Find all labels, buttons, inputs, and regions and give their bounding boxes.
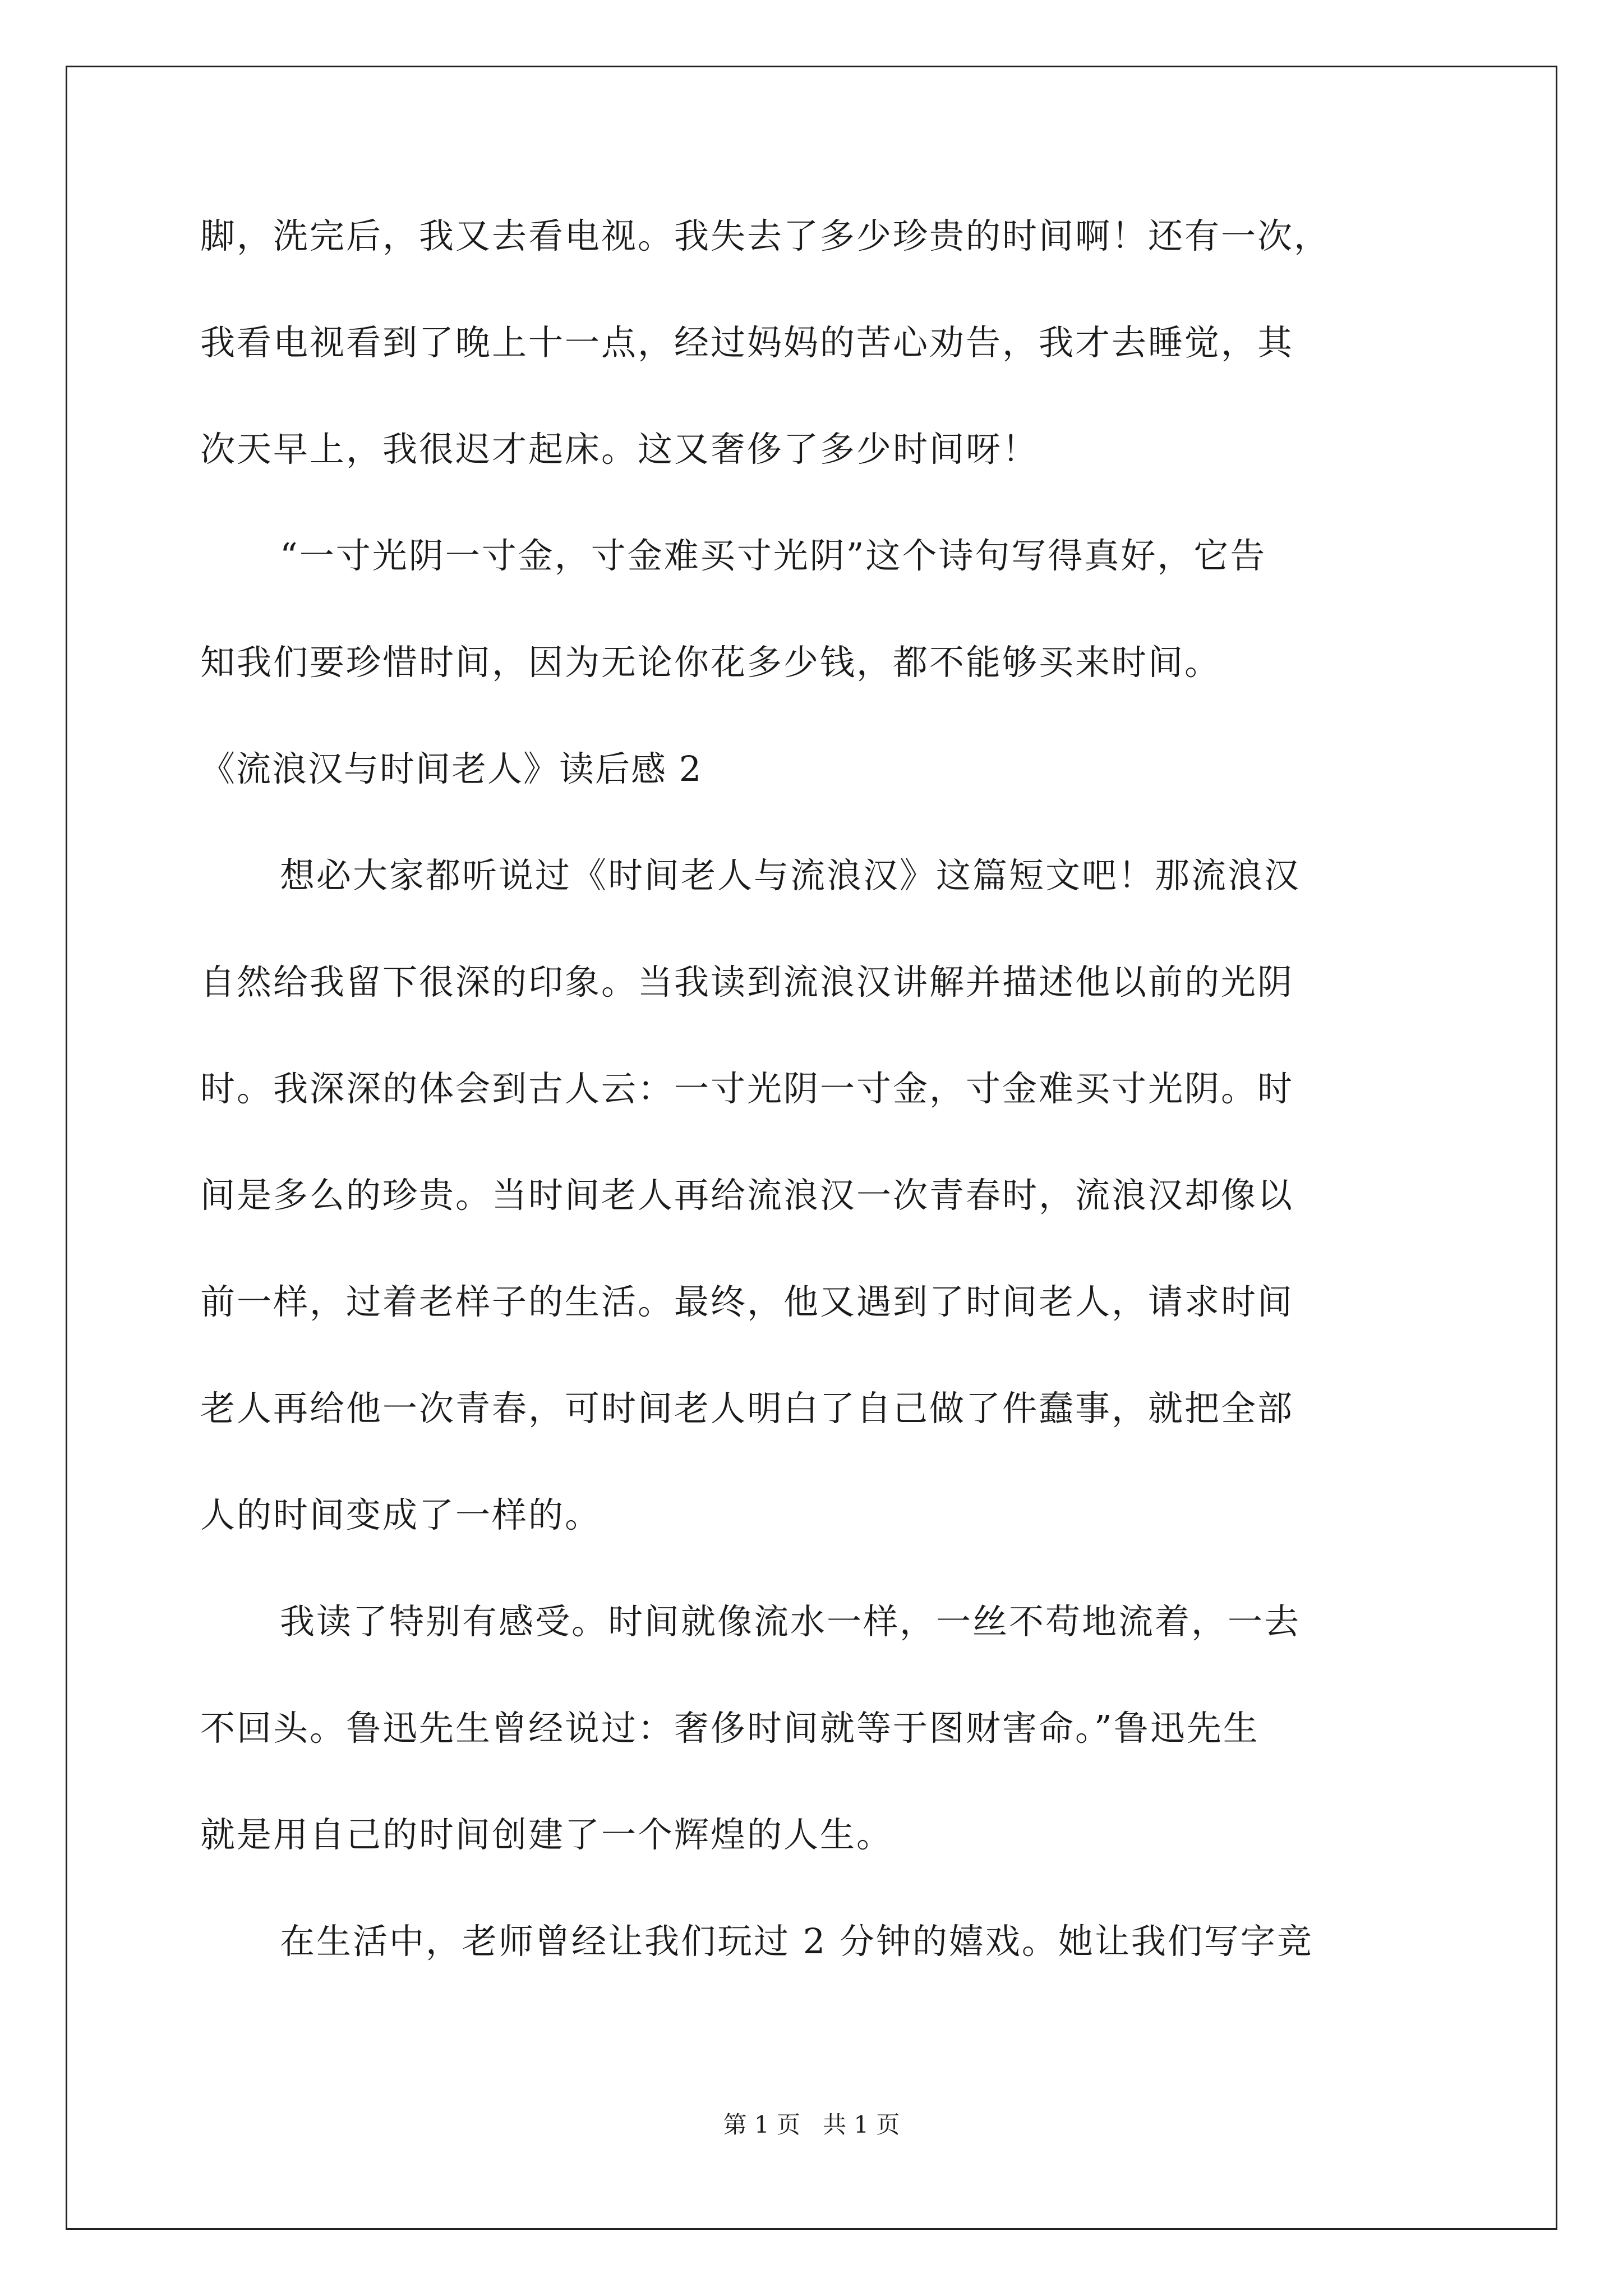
paragraph-start: 我读了特别有感受。时间就像流水一样，一丝不苟地流着，一去 bbox=[280, 1601, 1301, 1642]
body-line: 自然给我留下很深的印象。当我读到流浪汉讲解并描述他以前的光阴 bbox=[200, 961, 1294, 1002]
page-total: 共 1 页 bbox=[823, 2111, 900, 2138]
body-line: 时。我深深的体会到古人云：一寸光阴一寸金，寸金难买寸光阴。时 bbox=[200, 1068, 1294, 1109]
body-line: 不回头。鲁迅先生曾经说过：奢侈时间就等于图财害命。”鲁迅先生 bbox=[200, 1708, 1260, 1749]
document-body bbox=[200, 215, 1428, 2031]
body-line: 脚，洗完后，我又去看电视。我失去了多少珍贵的时间啊！还有一次， bbox=[200, 215, 1331, 256]
body-line: 间是多么的珍贵。当时间老人再给流浪汉一次青春时，流浪汉却像以 bbox=[200, 1175, 1294, 1216]
body-line: 我看电视看到了晚上十一点，经过妈妈的苦心劝告，我才去睡觉，其 bbox=[200, 322, 1294, 363]
body-line: 前一样，过着老样子的生活。最终，他又遇到了时间老人，请求时间 bbox=[200, 1281, 1294, 1322]
body-line: 人的时间变成了一样的。 bbox=[200, 1494, 602, 1535]
body-line: 次天早上，我很迟才起床。这又奢侈了多少时间呀！ bbox=[200, 429, 1039, 470]
body-line: 知我们要珍惜时间，因为无论你花多少钱，都不能够买来时间。 bbox=[200, 642, 1221, 683]
paragraph-start: 在生活中，老师曾经让我们玩过 2 分钟的嬉戏。她让我们写字竞 bbox=[280, 1921, 1313, 1962]
body-line: 老人再给他一次青春，可时间老人明白了自己做了件蠢事，就把全部 bbox=[200, 1388, 1294, 1429]
paragraph-start: “一寸光阴一寸金，寸金难买寸光阴”这个诗句写得真好，它告 bbox=[280, 535, 1267, 576]
body-line: 就是用自己的时间创建了一个辉煌的人生。 bbox=[200, 1814, 893, 1855]
page-footer bbox=[0, 2111, 1623, 2139]
page-number: 第 1 页 bbox=[723, 2111, 800, 2138]
section-heading: 《流浪汉与时间老人》读后感 2 bbox=[200, 748, 703, 789]
paragraph-start: 想必大家都听说过《时间老人与流浪汉》这篇短文吧！那流浪汉 bbox=[280, 855, 1301, 896]
